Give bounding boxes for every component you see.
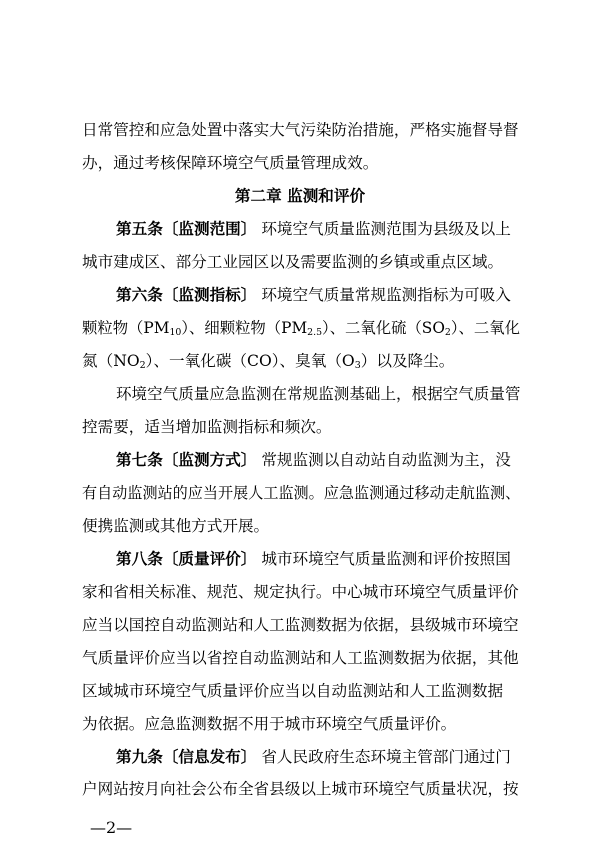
text-run: 颗粒物（PM bbox=[82, 319, 170, 337]
subscript: 2 bbox=[444, 327, 451, 338]
article-7-line-2: 有自动监测站的应当开展人工监测。应急监测通过移动走航监测、 bbox=[82, 484, 521, 502]
chapter-title: 第二章 监测和评价 bbox=[234, 186, 366, 205]
text-run: ）、二氧化 bbox=[450, 319, 520, 337]
text-run: ）、一氧化碳（CO）、臭氧（O bbox=[145, 352, 355, 370]
article-8-line-4: 气质量评价应当以省控自动监测站和人工监测数据为依据，其他 bbox=[82, 649, 519, 667]
intro-line-1: 日常管控和应急处置中落实大气污染防治措施，严格实施督导督 bbox=[82, 121, 519, 139]
text-run: ）、细颗粒物（PM bbox=[181, 319, 308, 337]
article-6-heading: 第六条〔监测指标〕 bbox=[116, 285, 257, 304]
article-8-line-3: 应当以国控自动监测站和人工监测数据为依据，县级城市环境空 bbox=[82, 616, 519, 634]
text-run: ）以及降尘。 bbox=[360, 352, 455, 370]
article-5-line-2: 城市建成区、部分工业园区以及需要监测的乡镇或重点区域。 bbox=[82, 253, 504, 271]
page-number: —2— bbox=[90, 818, 133, 837]
article-9-heading: 第九条〔信息发布〕 bbox=[116, 747, 257, 766]
article-9-text: 省人民政府生态环境主管部门通过门 bbox=[256, 748, 511, 766]
article-8-line-5: 区域城市环境空气质量评价应当以自动监测站和人工监测数据 bbox=[82, 682, 504, 700]
article-5-heading: 第五条〔监测范围〕 bbox=[116, 219, 257, 238]
article-7-text: 常规监测以自动站自动监测为主，没 bbox=[256, 451, 511, 469]
article-6-para-2-line-2: 控需要，适当增加监测指标和频次。 bbox=[82, 418, 332, 436]
article-8-heading: 第八条〔质量评价〕 bbox=[116, 549, 257, 568]
article-6-para-2-line-1: 环境空气质量应急监测在常规监测基础上，根据空气质量管 bbox=[116, 385, 521, 403]
article-6-line-1 bbox=[116, 285, 511, 305]
subscript: 3 bbox=[354, 360, 361, 371]
intro-line-2: 办，通过考核保障环境空气质量管理成效。 bbox=[82, 154, 379, 172]
article-6-line-2 bbox=[82, 318, 520, 343]
article-9-line-1 bbox=[116, 747, 511, 767]
text-run: ）、二氧化硫（SO bbox=[322, 319, 445, 337]
article-8-text: 城市环境空气质量监测和评价按照国 bbox=[256, 550, 511, 568]
article-8-line-2: 家和省相关标准、规范、规定执行。中心城市环境空气质量评价 bbox=[82, 583, 519, 601]
text-run: 氮（NO bbox=[82, 352, 140, 370]
subscript: 2 bbox=[139, 360, 146, 371]
article-5-text: 环境空气质量监测范围为县级及以上 bbox=[256, 220, 511, 238]
article-6-text: 环境空气质量常规监测指标为可吸入 bbox=[256, 286, 511, 304]
article-7-line-1 bbox=[116, 450, 511, 470]
article-8-line-6: 为依据。应急监测数据不用于城市环境空气质量评价。 bbox=[82, 715, 457, 733]
article-5-line-1 bbox=[116, 219, 511, 239]
article-9-line-2: 户网站按月向社会公布全省县级以上城市环境空气质量状况，按 bbox=[82, 780, 519, 798]
subscript: 2.5 bbox=[307, 327, 323, 338]
subscript: 10 bbox=[169, 327, 182, 338]
article-7-line-3: 便携监测或其他方式开展。 bbox=[82, 517, 270, 535]
article-8-line-1 bbox=[116, 549, 511, 569]
article-6-line-3 bbox=[82, 351, 454, 376]
article-7-heading: 第七条〔监测方式〕 bbox=[116, 450, 257, 469]
